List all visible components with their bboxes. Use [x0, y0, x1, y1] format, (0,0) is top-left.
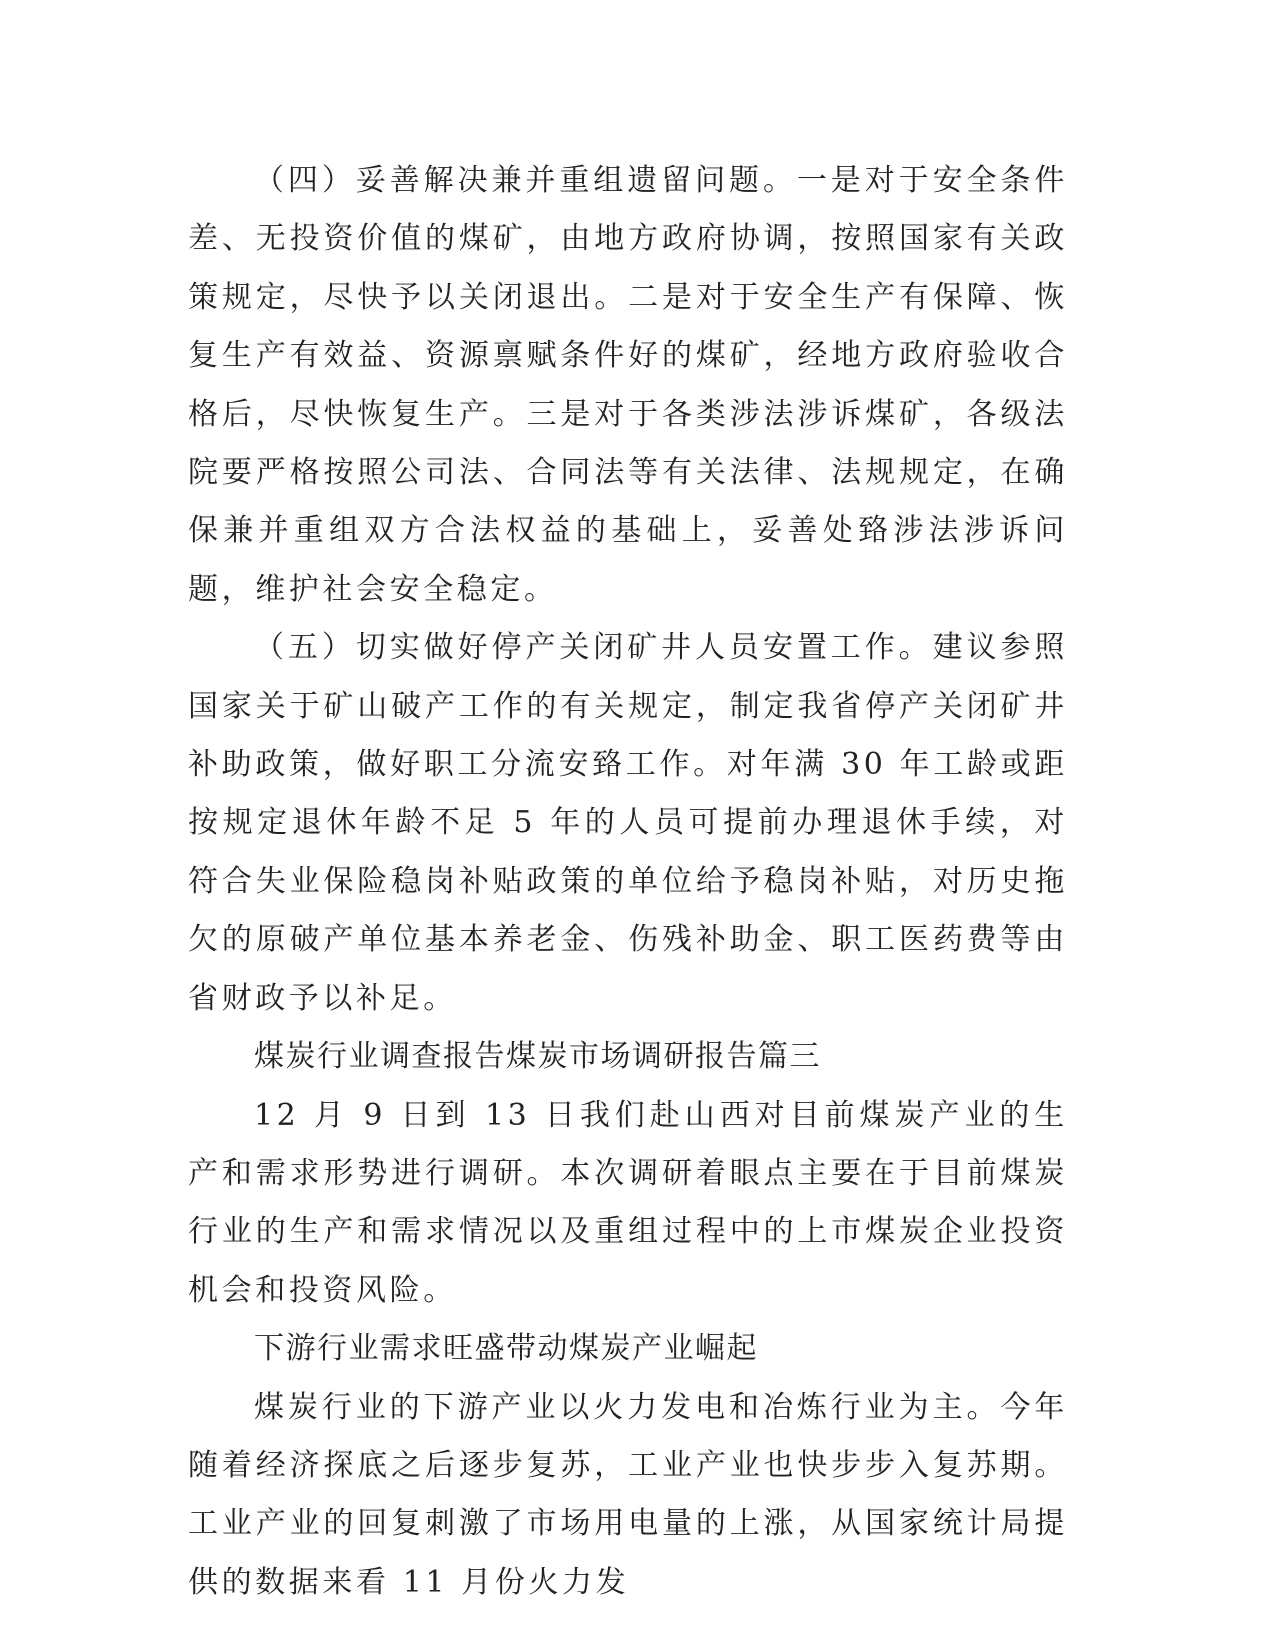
- subheading-downstream-demand: 下游行业需求旺盛带动煤炭产业崛起: [254, 1331, 758, 1367]
- paragraph-shanxi-survey: 12 月 9 日到 13 日我们赴山西对目前煤炭产业的生产和需求形势进行调研。本次调研着眼点主要在于目前煤炭行业的生产和需求情况以及重组过程中的上市煤炭企业投资机会和投资风险。: [188, 1097, 1068, 1308]
- paragraph-downstream-industries: 煤炭行业的下游产业以火力发电和冶炼行业为主。今年随着经济探底之后逐步复苏，工业产业也快步步入复苏期。工业产业的回复刺激了市场用电量的上涨，从国家统计局提供的数据来看 11 月份火力发: [188, 1389, 1068, 1600]
- section-heading-report-part-three: 煤炭行业调查报告煤炭市场调研报告篇三: [254, 1039, 821, 1075]
- paragraph-resolve-merger-issues: （四）妥善解决兼并重组遗留问题。一是对于安全条件差、无投资价值的煤矿，由地方政府协调，按照国家有关政策规定，尽快予以关闭退出。二是对于安全生产有保障、恢复生产有效益、资源禀赋条件好的煤矿，经地方政府验收合格后，尽快恢复生产。三是对于各类涉法涉诉煤矿，各级法院要严格按照公司法、合同法等有关法律、法规规定，在确保兼并重组双方合法权益的基础上，妥善处臵涉法涉诉问题，维护社会安全稳定。: [188, 163, 1068, 607]
- document-body: [188, 152, 1068, 1612]
- paragraph-worker-resettlement: （五）切实做好停产关闭矿井人员安置工作。建议参照国家关于矿山破产工作的有关规定，制定我省停产关闭矿井补助政策，做好职工分流安臵工作。对年满 30 年工龄或距按规定退休年龄不足 5 年的人员可提前办理退休手续，对符合失业保险稳岗补贴政策的单位给予稳岗补贴，对历史拖欠的原破产单位基本养老金、伤残补助金、职工医药费等由省财政予以补足。: [188, 630, 1068, 1016]
